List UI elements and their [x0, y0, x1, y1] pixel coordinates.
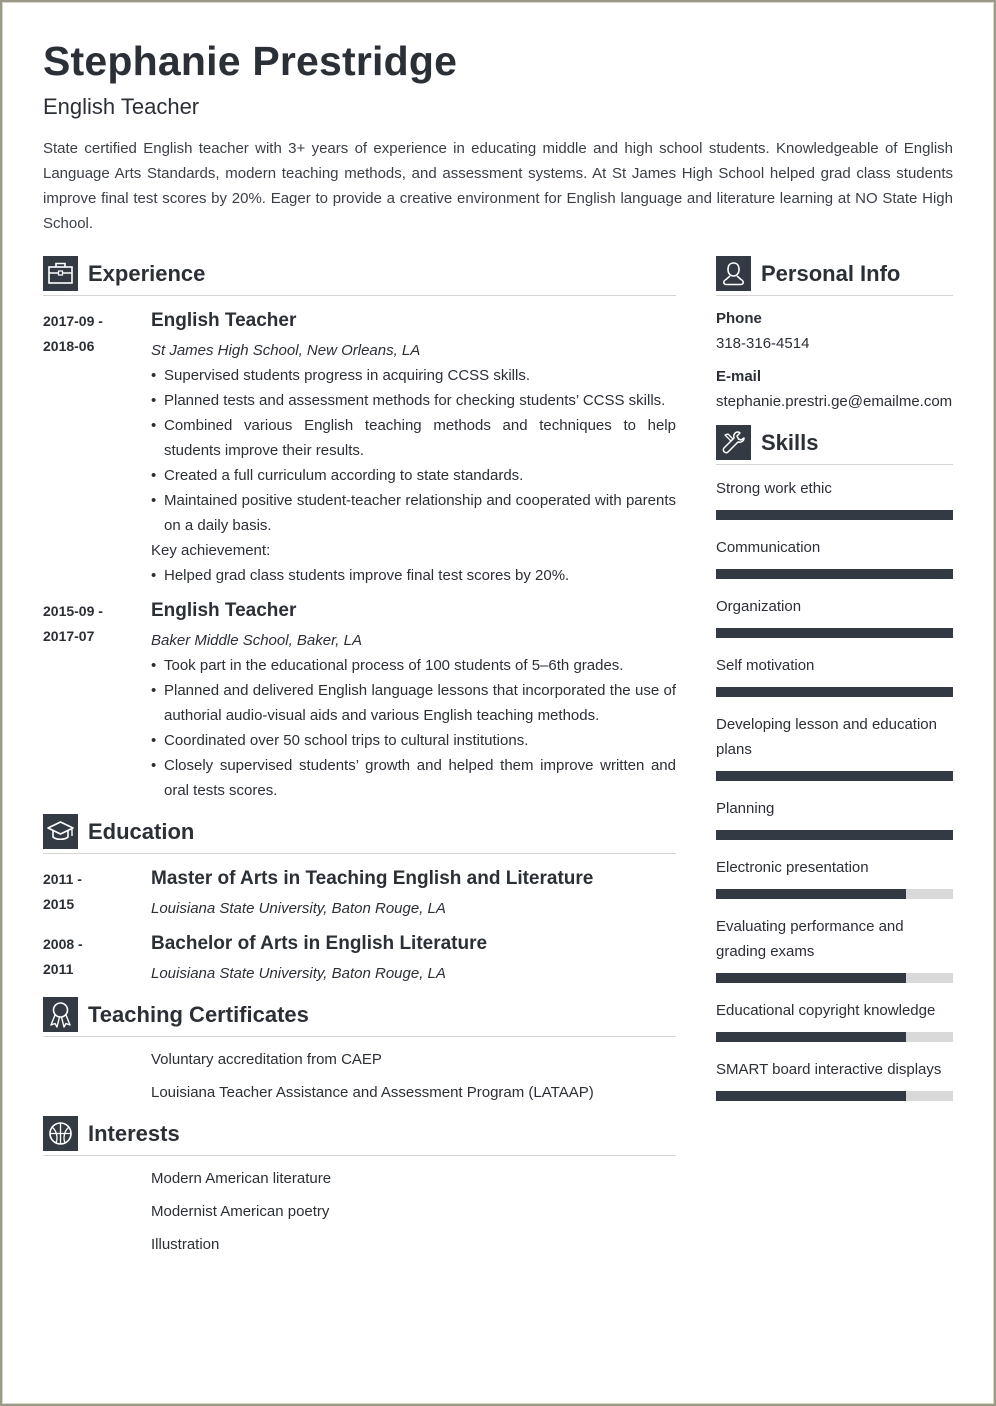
- job-1-org: St James High School, New Orleans, LA: [151, 342, 421, 359]
- award-ribbon-icon: [43, 997, 78, 1032]
- date-end: 2011: [43, 961, 74, 977]
- email-label: E-mail: [716, 368, 762, 385]
- skill-name: Evaluating performance and grading exams: [716, 918, 904, 960]
- job-1-bullets: [151, 363, 676, 538]
- skill-item: [716, 653, 953, 697]
- date-start: 2017-09 -: [43, 313, 103, 329]
- skill-item: [716, 594, 953, 638]
- skill-name: SMART board interactive displays: [716, 1061, 942, 1078]
- list-item: • Planned tests and assessment methods for checking students’ CCSS skills.: [151, 388, 676, 413]
- skill-bar-fill: [716, 628, 953, 638]
- job-2-bullets: [151, 653, 676, 803]
- phone-label: Phone: [716, 310, 762, 327]
- edu-2-school: Louisiana State University, Baton Rouge, LA: [151, 965, 446, 982]
- interest-item: Illustration: [151, 1236, 220, 1253]
- skill-bar: [716, 569, 953, 579]
- interest-item: Modernist American poetry: [151, 1203, 330, 1220]
- skill-name: Communication: [716, 539, 821, 556]
- personal-info-label: Personal Info: [761, 261, 901, 286]
- skill-name: Strong work ethic: [716, 480, 832, 497]
- date-start: 2015-09 -: [43, 603, 103, 619]
- job-2-dates: [43, 599, 133, 649]
- skill-bar: [716, 510, 953, 520]
- date-start: 2011 -: [43, 871, 82, 887]
- skill-bar-fill: [716, 830, 953, 840]
- skills-heading: [716, 425, 953, 465]
- skill-bar: [716, 830, 953, 840]
- phone-value: 318-316-4514: [716, 335, 810, 352]
- basketball-icon: [43, 1116, 78, 1151]
- summary: State certified English teacher with 3+ years of experience in educating middle and high school students. Knowledgeable of English Language Arts Standards, modern teaching methods, and assessment systems. At St James High School helped grad class students improve final test scores by 20%. Eager to provide a creative environment for English language and literature learning at NO State High School.: [43, 140, 953, 232]
- skill-bar: [716, 889, 953, 899]
- interests-label: Interests: [88, 1121, 180, 1146]
- education-heading: [43, 814, 676, 854]
- certificate-item: Louisiana Teacher Assistance and Assessment Program (LATAAP): [151, 1084, 594, 1101]
- certificate-item: Voluntary accreditation from CAEP: [151, 1051, 382, 1068]
- list-item: • Closely supervised students’ growth and helped them improve written and oral tests scores.: [151, 753, 676, 803]
- skill-bar: [716, 1091, 953, 1101]
- job-2: [151, 599, 676, 803]
- skill-bar-fill: [716, 771, 953, 781]
- edu-1-dates: [43, 867, 133, 917]
- skill-name: Organization: [716, 598, 802, 615]
- skill-name: Electronic presentation: [716, 859, 869, 876]
- skill-item: [716, 535, 953, 579]
- candidate-name: Stephanie Prestridge: [43, 38, 458, 84]
- experience-label: Experience: [88, 261, 206, 286]
- list-item: • Coordinated over 50 school trips to cultural institutions.: [151, 728, 676, 753]
- skill-bar-fill: [716, 687, 953, 697]
- key-achievement-label: Key achievement:: [151, 542, 271, 559]
- skill-name: Self motivation: [716, 657, 815, 674]
- skills-label: Skills: [761, 430, 819, 455]
- list-item: • Created a full curriculum according to state standards.: [151, 463, 676, 488]
- job-1-title: English Teacher: [151, 310, 297, 331]
- certificates-label: Teaching Certificates: [88, 1002, 309, 1027]
- edu-2: [151, 932, 676, 986]
- job-1-key-bullets: [151, 563, 676, 588]
- interest-item: Modern American literature: [151, 1170, 332, 1187]
- skill-item: [716, 712, 953, 781]
- email-value: stephanie.prestri.ge@emailme.com: [716, 393, 953, 410]
- briefcase-icon: [43, 256, 78, 291]
- list-item: • Helped grad class students improve final test scores by 20%.: [151, 563, 676, 588]
- list-item: • Maintained positive student-teacher relationship and cooperated with parents on a daily basis.: [151, 488, 676, 538]
- edu-2-degree: Bachelor of Arts in English Literature: [151, 933, 488, 954]
- skill-bar-fill: [716, 1032, 906, 1042]
- skill-name: Developing lesson and education plans: [716, 716, 937, 758]
- skill-item: [716, 476, 953, 520]
- skill-item: [716, 855, 953, 899]
- date-start: 2008 -: [43, 936, 83, 952]
- edu-1-school: Louisiana State University, Baton Rouge, LA: [151, 900, 446, 917]
- personal-info-heading: [716, 256, 953, 296]
- job-title: English Teacher: [43, 94, 200, 119]
- date-end: 2018-06: [43, 338, 95, 354]
- skill-bar-fill: [716, 973, 906, 983]
- list-item: • Took part in the educational process of 100 students of 5–6th grades.: [151, 653, 676, 678]
- edu-1: [151, 867, 676, 921]
- skill-item: [716, 998, 953, 1042]
- job-1: [151, 309, 676, 588]
- person-icon: [716, 256, 751, 291]
- list-item: • Combined various English teaching methods and techniques to help students improve their results.: [151, 413, 676, 463]
- date-end: 2017-07: [43, 628, 95, 644]
- skill-item: [716, 914, 953, 983]
- education-label: Education: [88, 819, 195, 844]
- skill-bar: [716, 628, 953, 638]
- tools-icon: [716, 425, 751, 460]
- skill-bar-fill: [716, 569, 953, 579]
- interests-heading: [43, 1116, 676, 1156]
- skill-bar-fill: [716, 1091, 906, 1101]
- skill-item: [716, 1057, 953, 1101]
- experience-heading: [43, 256, 676, 296]
- skill-item: [716, 796, 953, 840]
- job-1-dates: [43, 309, 133, 359]
- graduation-cap-icon: [43, 814, 78, 849]
- skill-name: Educational copyright knowledge: [716, 1002, 936, 1019]
- certificates-heading: [43, 997, 676, 1037]
- edu-2-dates: [43, 932, 133, 982]
- list-item: • Planned and delivered English language lessons that incorporated the use of authorial audio-visual aids and various English teaching methods.: [151, 678, 676, 728]
- skill-bar-fill: [716, 510, 953, 520]
- skill-bar: [716, 771, 953, 781]
- skill-bar: [716, 1032, 953, 1042]
- edu-1-degree: Master of Arts in Teaching English and Literature: [151, 868, 594, 889]
- job-2-org: Baker Middle School, Baker, LA: [151, 632, 362, 649]
- job-2-title: English Teacher: [151, 600, 297, 621]
- skill-name: Planning: [716, 800, 775, 817]
- list-item: • Supervised students progress in acquiring CCSS skills.: [151, 363, 676, 388]
- skill-bar-fill: [716, 889, 906, 899]
- date-end: 2015: [43, 896, 75, 912]
- skill-bar: [716, 973, 953, 983]
- skill-bar: [716, 687, 953, 697]
